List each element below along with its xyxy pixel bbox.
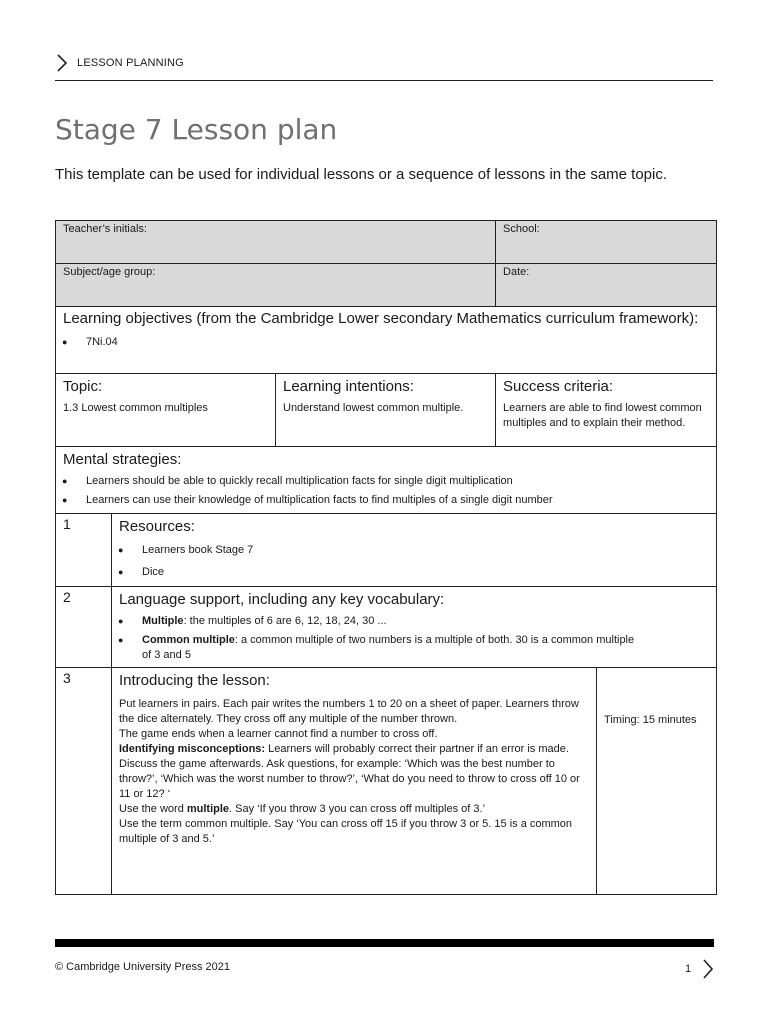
mental-item: ● Learners can use their knowledge of multiplication facts to find multiples of a single digit number xyxy=(86,493,716,508)
school-label: School: xyxy=(503,223,540,235)
chevron-right-icon xyxy=(55,53,69,73)
footer-divider xyxy=(55,939,714,947)
resource-item: ● Learners book Stage 7 xyxy=(142,543,716,558)
objectives-heading: Learning objectives (from the Cambridge Lower secondary Mathematics curriculum framework): xyxy=(63,310,699,327)
school-field[interactable] xyxy=(496,221,717,264)
vocab-item xyxy=(142,614,646,629)
copyright-text: © Cambridge University Press 2021 xyxy=(55,961,231,973)
subject-age-label: Subject/age group: xyxy=(63,266,156,278)
language-support-cell xyxy=(112,587,717,668)
mental-strategies-cell xyxy=(56,447,717,514)
success-cell xyxy=(496,374,717,447)
teacher-initials-field[interactable] xyxy=(56,221,496,264)
lesson-line: The game ends when a learner cannot find a number to cross off. xyxy=(119,728,438,740)
resources-heading: Resources: xyxy=(119,518,195,535)
section-number: 2 xyxy=(63,589,71,605)
success-heading: Success criteria: xyxy=(503,378,614,395)
topic-cell xyxy=(56,374,276,447)
vocab-definition: : the multiples of 6 are 6, 12, 18, 24, 30 ... xyxy=(183,615,387,627)
topic-heading: Topic: xyxy=(63,378,103,395)
mental-heading: Mental strategies: xyxy=(63,451,182,468)
teacher-initials-label: Teacher’s initials: xyxy=(63,223,147,235)
topic-text: 1.3 Lowest common multiples xyxy=(63,402,208,414)
vocab-definition: : a common multiple of two numbers is a multiple of both. 30 is a common multiple of 3 and 5 xyxy=(142,634,635,661)
intentions-cell xyxy=(276,374,496,447)
misconceptions-label: Identifying misconceptions: xyxy=(119,743,266,755)
lesson-line: Use the term common multiple. Say ‘You can cross off 15 if you throw 3 or 5. 15 is a common multiple of 3 and 5.’ xyxy=(119,818,573,845)
header-label: LESSON PLANNING xyxy=(77,57,184,69)
resources-cell xyxy=(112,514,717,587)
page-title: Stage 7 Lesson plan xyxy=(55,113,338,146)
subject-age-field[interactable] xyxy=(56,264,496,307)
introducing-heading: Introducing the lesson: xyxy=(119,672,270,689)
vocab-term: Multiple xyxy=(142,615,184,627)
lesson-line: Identifying misconceptions: Learners will probably correct their partner if an error is made. xyxy=(119,743,569,755)
page-header xyxy=(55,52,713,81)
intentions-heading: Learning intentions: xyxy=(283,378,414,395)
timing-text: Timing: 15 minutes xyxy=(604,714,697,726)
vocab-term: Common multiple xyxy=(142,634,235,646)
intro-text: This template can be used for individual lessons or a sequence of lessons in the same topic. xyxy=(55,166,668,183)
chevron-right-icon[interactable] xyxy=(701,958,715,980)
date-label: Date: xyxy=(503,266,530,278)
section-number-cell xyxy=(56,668,112,895)
timing-cell xyxy=(597,668,717,895)
lesson-line: Use the word multiple. Say ‘If you throw 3 you can cross off multiples of 3.’ xyxy=(119,803,486,815)
language-heading: Language support, including any key vocabulary: xyxy=(119,591,445,608)
lesson-instructions xyxy=(112,691,596,857)
objectives-cell xyxy=(56,307,717,374)
section-number: 1 xyxy=(63,516,71,532)
section-number-cell xyxy=(56,514,112,587)
mental-item: ● Learners should be able to quickly recall multiplication facts for single digit multiplication xyxy=(86,474,716,489)
resource-item: ● Dice xyxy=(142,565,716,580)
intentions-text: Understand lowest common multiple. xyxy=(283,402,464,414)
lesson-line: Discuss the game afterwards. Ask questions, for example: ‘Which was the best number to throw?’, ‘Which was the worst number to throw?’, ‘What do you need to throw to cross off 10 or 11 or 12? ‘ xyxy=(119,758,580,800)
section-number: 3 xyxy=(63,670,71,686)
vocab-item xyxy=(142,633,646,663)
success-text: Learners are able to find lowest common multiples and to explain their method. xyxy=(503,402,702,429)
date-field[interactable] xyxy=(496,264,717,307)
lesson-plan-table xyxy=(55,220,717,895)
introducing-lesson-cell xyxy=(112,668,597,895)
objective-item: ● 7Ni.04 xyxy=(86,335,716,350)
page-number: 1 xyxy=(685,963,692,975)
lesson-line: Put learners in pairs. Each pair writes the numbers 1 to 20 on a sheet of paper. Learners throw the dice alternately. They cross off any multiple of the number thrown. xyxy=(119,698,579,725)
section-number-cell xyxy=(56,587,112,668)
